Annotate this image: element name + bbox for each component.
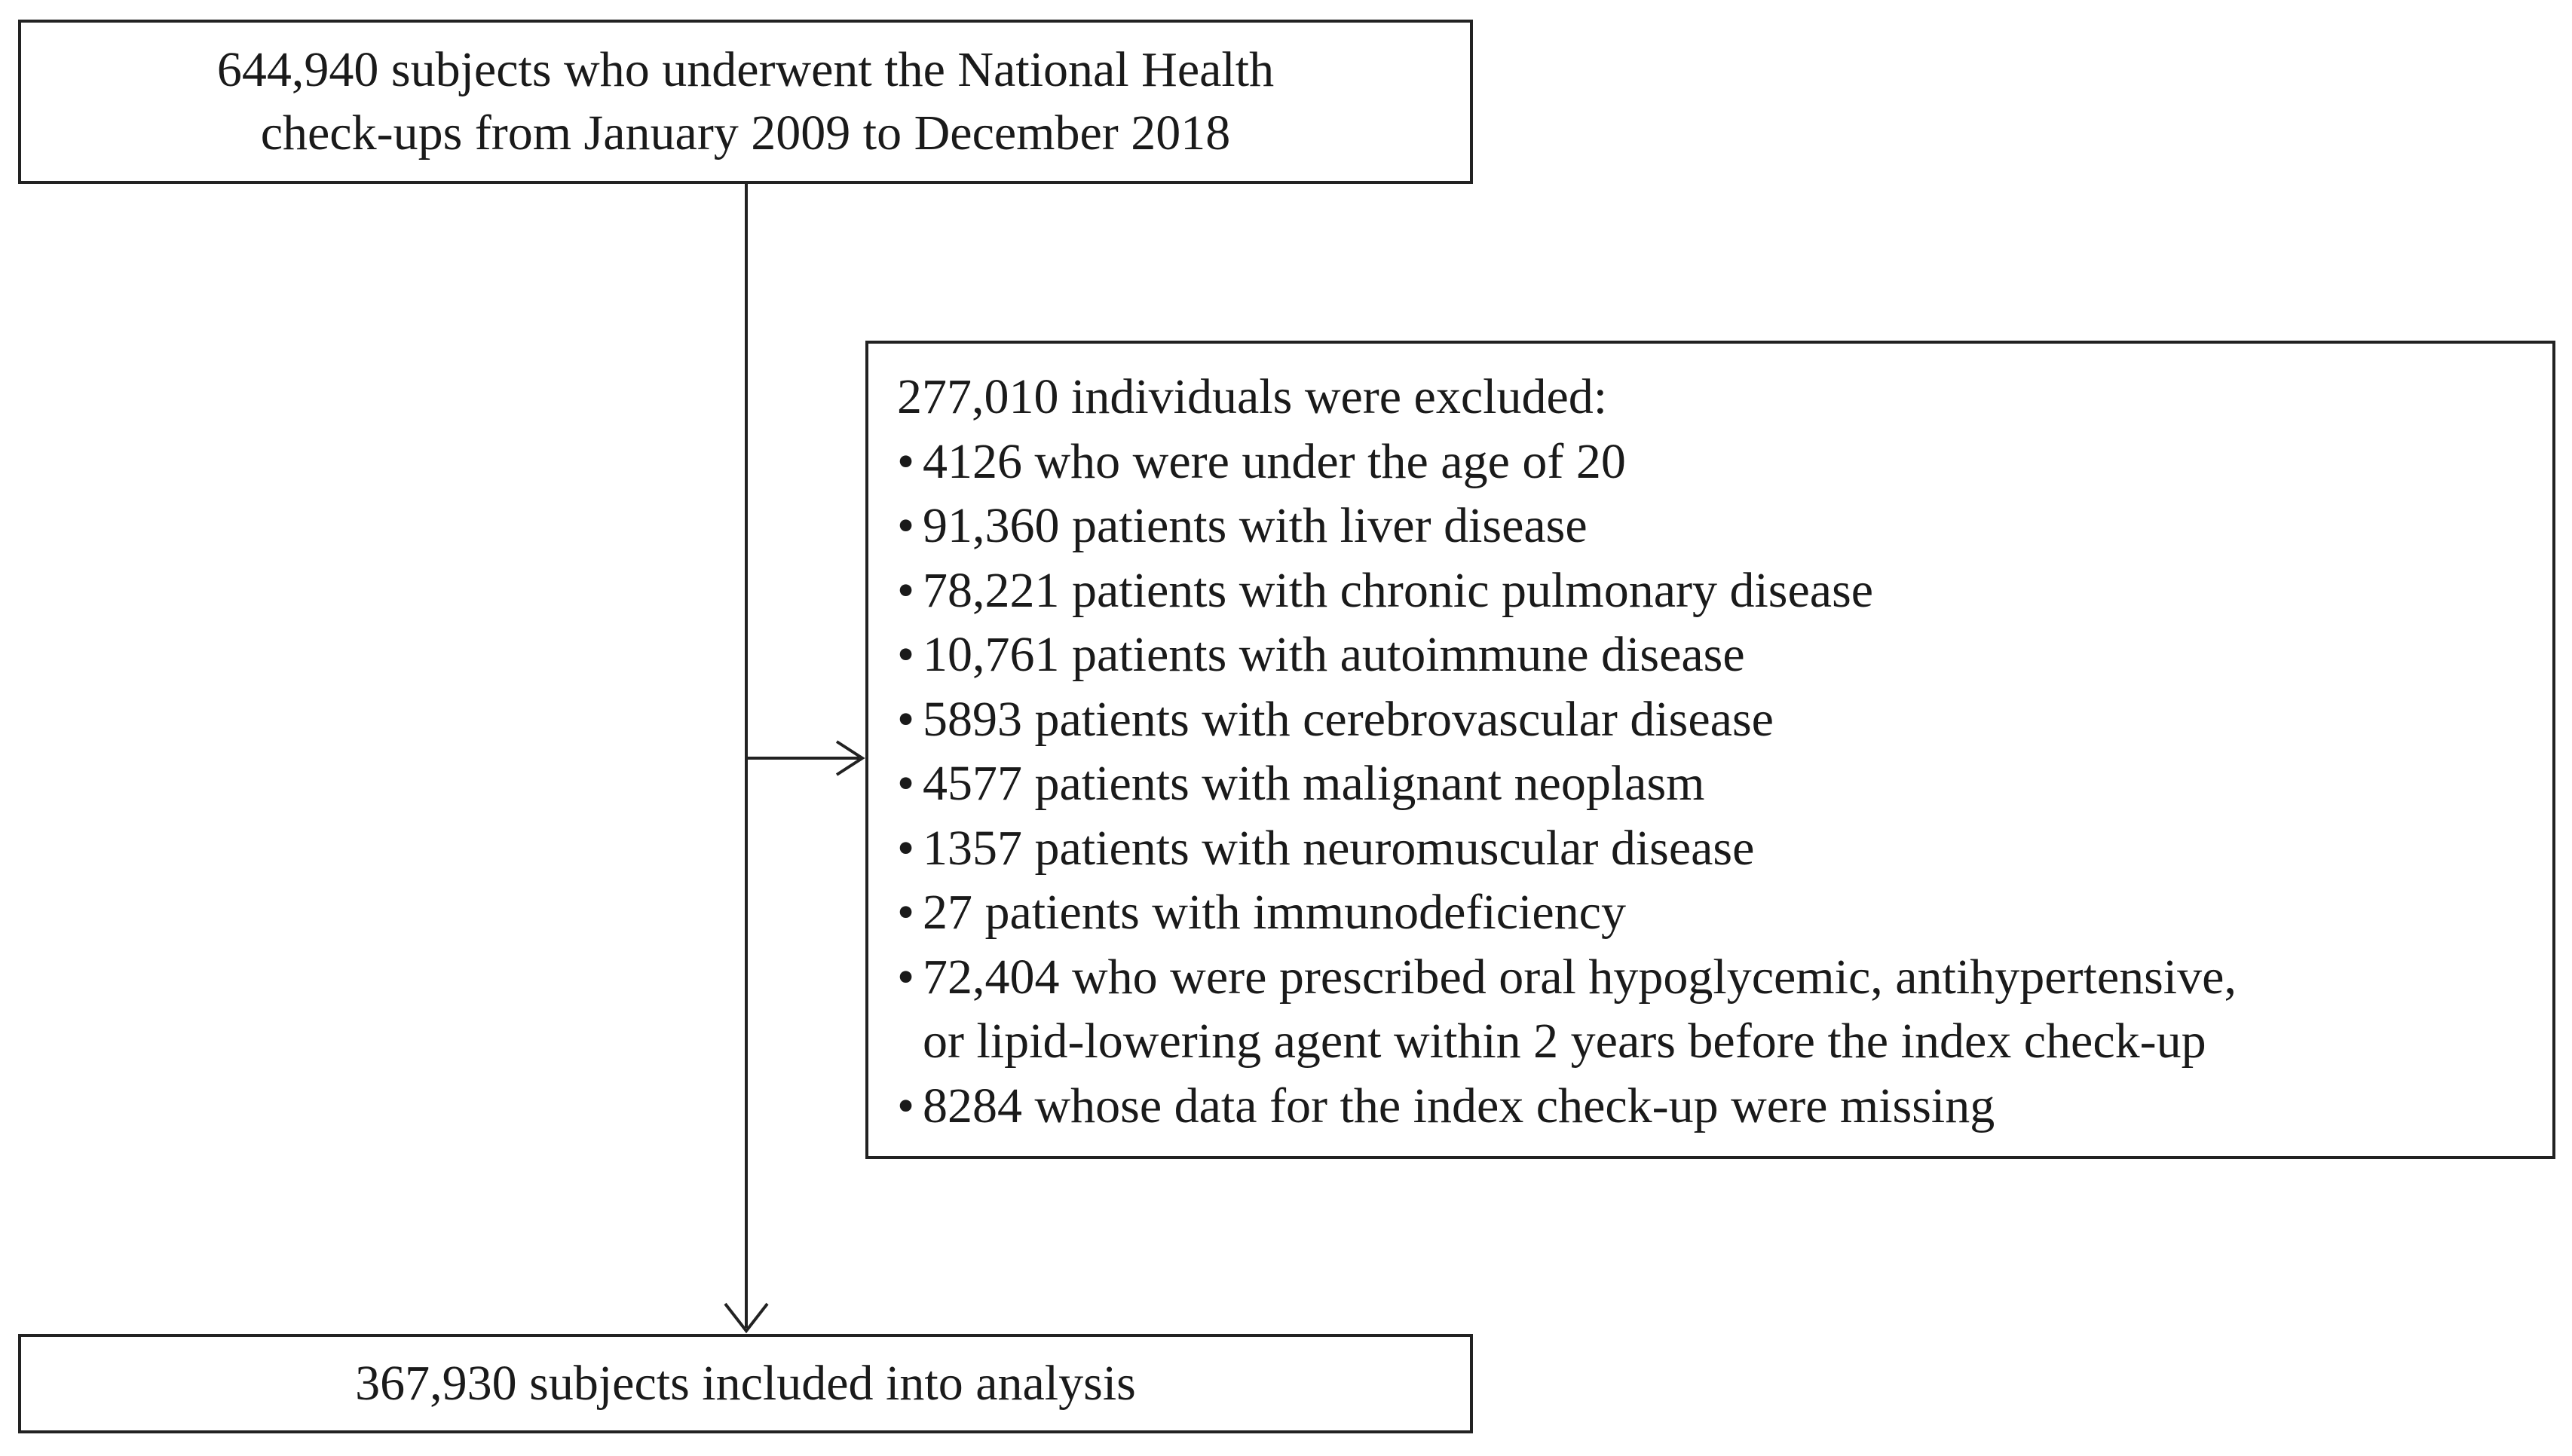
exclusion-item-text: 91,360 patients with liver disease bbox=[923, 498, 1588, 553]
bullet-icon: • bbox=[897, 691, 915, 747]
exclusion-item-malignant-neoplasm bbox=[897, 751, 2552, 816]
bullet-icon: • bbox=[897, 820, 915, 876]
exclusion-header: 277,010 individuals were excluded: bbox=[897, 369, 1608, 424]
exclusion-item-text: 10,761 patients with autoimmune disease bbox=[923, 627, 1745, 682]
exclusion-item-prescribed-medication bbox=[897, 945, 2552, 1010]
exclusion-item-text: 4577 patients with malignant neoplasm bbox=[923, 756, 1705, 811]
exclusion-item-under-20 bbox=[897, 430, 2552, 494]
bullet-icon: • bbox=[897, 627, 915, 682]
exclusion-item-autoimmune-disease bbox=[897, 622, 2552, 687]
main-flow-arrowhead bbox=[725, 1304, 767, 1331]
exclusion-item-text: 78,221 patients with chronic pulmonary disease bbox=[923, 562, 1874, 618]
exclusion-branch-arrowhead bbox=[837, 742, 862, 775]
exclusion-item-text: 5893 patients with cerebrovascular disease bbox=[923, 691, 1774, 747]
analysis-text: 367,930 subjects included into analysis bbox=[355, 1356, 1136, 1411]
analysis-box bbox=[18, 1334, 1473, 1433]
bullet-icon: • bbox=[897, 562, 915, 618]
exclusion-item-pulmonary-disease bbox=[897, 558, 2552, 623]
exclusion-item-text: 72,404 who were prescribed oral hypoglycemic, antihypertensive, bbox=[923, 949, 2237, 1005]
exclusion-item-text: 4126 who were under the age of 20 bbox=[923, 433, 1626, 489]
exclusion-item-missing-data bbox=[897, 1074, 2552, 1139]
bullet-icon: • bbox=[897, 949, 915, 1005]
bullet-icon: • bbox=[897, 1078, 915, 1133]
exclusion-item-text: 1357 patients with neuromuscular disease bbox=[923, 820, 1755, 876]
bullet-icon: • bbox=[897, 433, 915, 489]
exclusion-item-liver-disease bbox=[897, 494, 2552, 558]
exclusion-item-prescribed-medication-continuation: or lipid-lowering agent within 2 years before the index check-up bbox=[923, 1014, 2206, 1069]
bullet-icon: • bbox=[897, 498, 915, 553]
exclusion-item-text: 27 patients with immunodeficiency bbox=[923, 885, 1626, 940]
exclusion-item-text: 8284 whose data for the index check-up were missing bbox=[923, 1078, 1995, 1133]
exclusion-item-immunodeficiency bbox=[897, 880, 2552, 945]
exclusion-item-cerebrovascular-disease bbox=[897, 687, 2552, 752]
enrollment-text-line-1: 644,940 subjects who underwent the National Health bbox=[216, 42, 1275, 97]
bullet-icon: • bbox=[897, 756, 915, 811]
bullet-icon: • bbox=[897, 885, 915, 940]
enrollment-box bbox=[18, 20, 1473, 184]
exclusion-box bbox=[865, 341, 2555, 1159]
enrollment-text-line-2: check-ups from January 2009 to December 2018 bbox=[260, 106, 1231, 161]
exclusion-item-neuromuscular-disease bbox=[897, 816, 2552, 881]
